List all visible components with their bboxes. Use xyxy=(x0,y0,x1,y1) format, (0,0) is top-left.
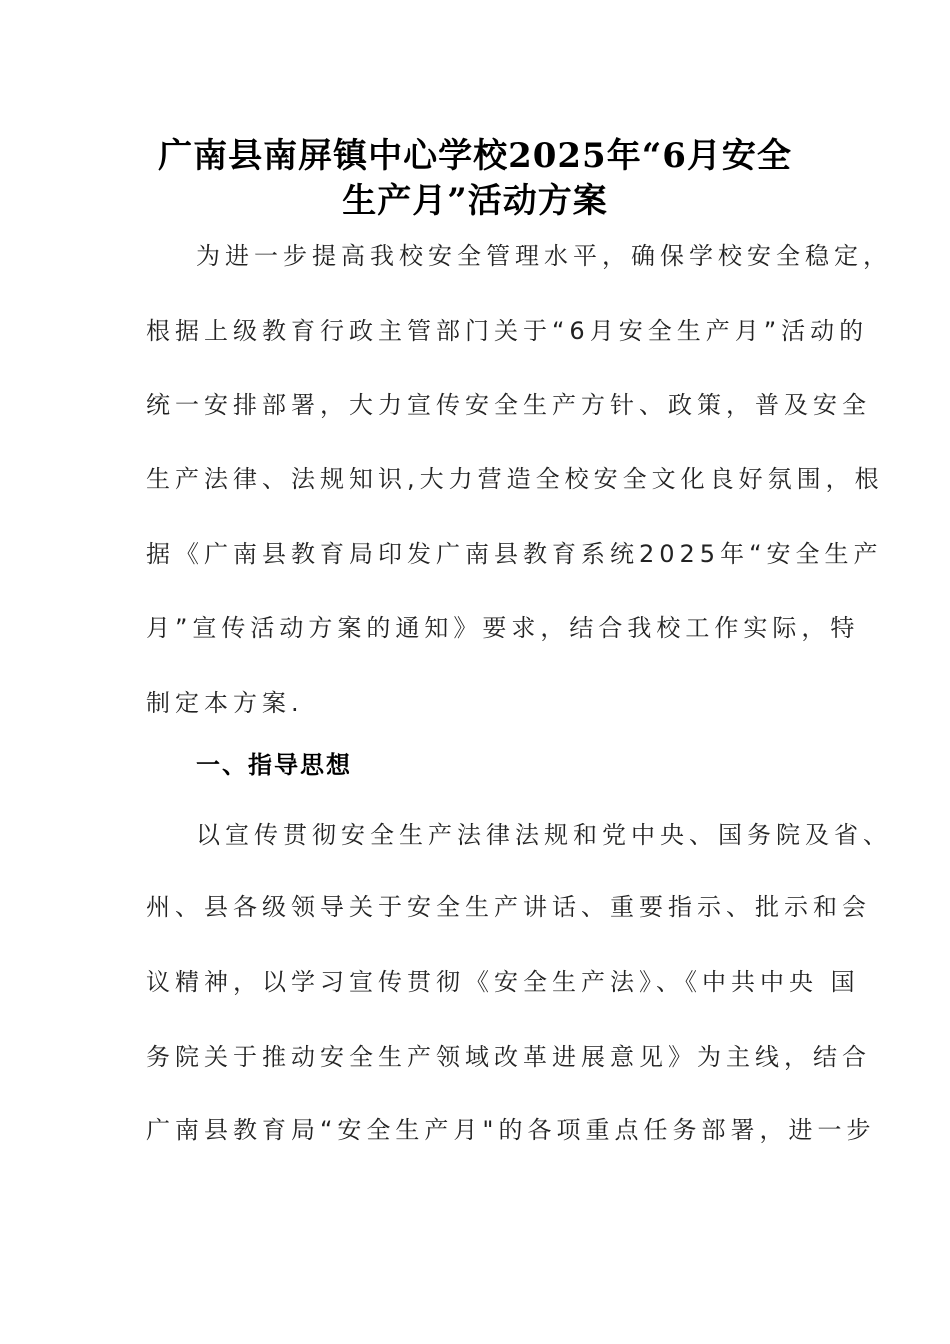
intro-paragraph-line: 月”宣传活动方案的通知》要求，结合我校工作实际，特 xyxy=(146,614,860,642)
intro-paragraph-line: 生产法律、法规知识,大力营造全校安全文化良好氛围，根 xyxy=(146,465,884,493)
section-paragraph-line: 广南县教育局“安全生产月"的各项重点任务部署，进一步 xyxy=(146,1116,876,1144)
intro-paragraph-line: 制定本方案. xyxy=(146,689,304,717)
document-title-line-1: 广南县南屏镇中心学校2025年“6月安全 xyxy=(158,136,792,176)
intro-paragraph-line: 据《广南县教育局印发广南县教育系统2025年“安全生产 xyxy=(146,540,883,568)
section-paragraph-line: 务院关于推动安全生产领域改革进展意见》为主线，结合 xyxy=(146,1043,871,1071)
intro-paragraph-line: 根据上级教育行政主管部门关于“6月安全生产月”活动的 xyxy=(146,317,869,345)
section-paragraph-line: 以宣传贯彻安全生产法律法规和党中央、国务院及省、 xyxy=(196,821,892,849)
intro-paragraph-line: 为进一步提高我校安全管理水平，确保学校安全稳定， xyxy=(196,242,892,270)
section-heading-guiding-ideology: 一、指导思想 xyxy=(196,751,352,779)
section-paragraph-line: 议精神，以学习宣传贯彻《安全生产法》、《中共中央 国 xyxy=(146,968,860,996)
document-title-line-2: 生产月”活动方案 xyxy=(342,181,608,221)
section-paragraph-line: 州、县各级领导关于安全生产讲话、重要指示、批示和会 xyxy=(146,893,871,921)
intro-paragraph-line: 统一安排部署，大力宣传安全生产方针、政策，普及安全 xyxy=(146,391,871,419)
